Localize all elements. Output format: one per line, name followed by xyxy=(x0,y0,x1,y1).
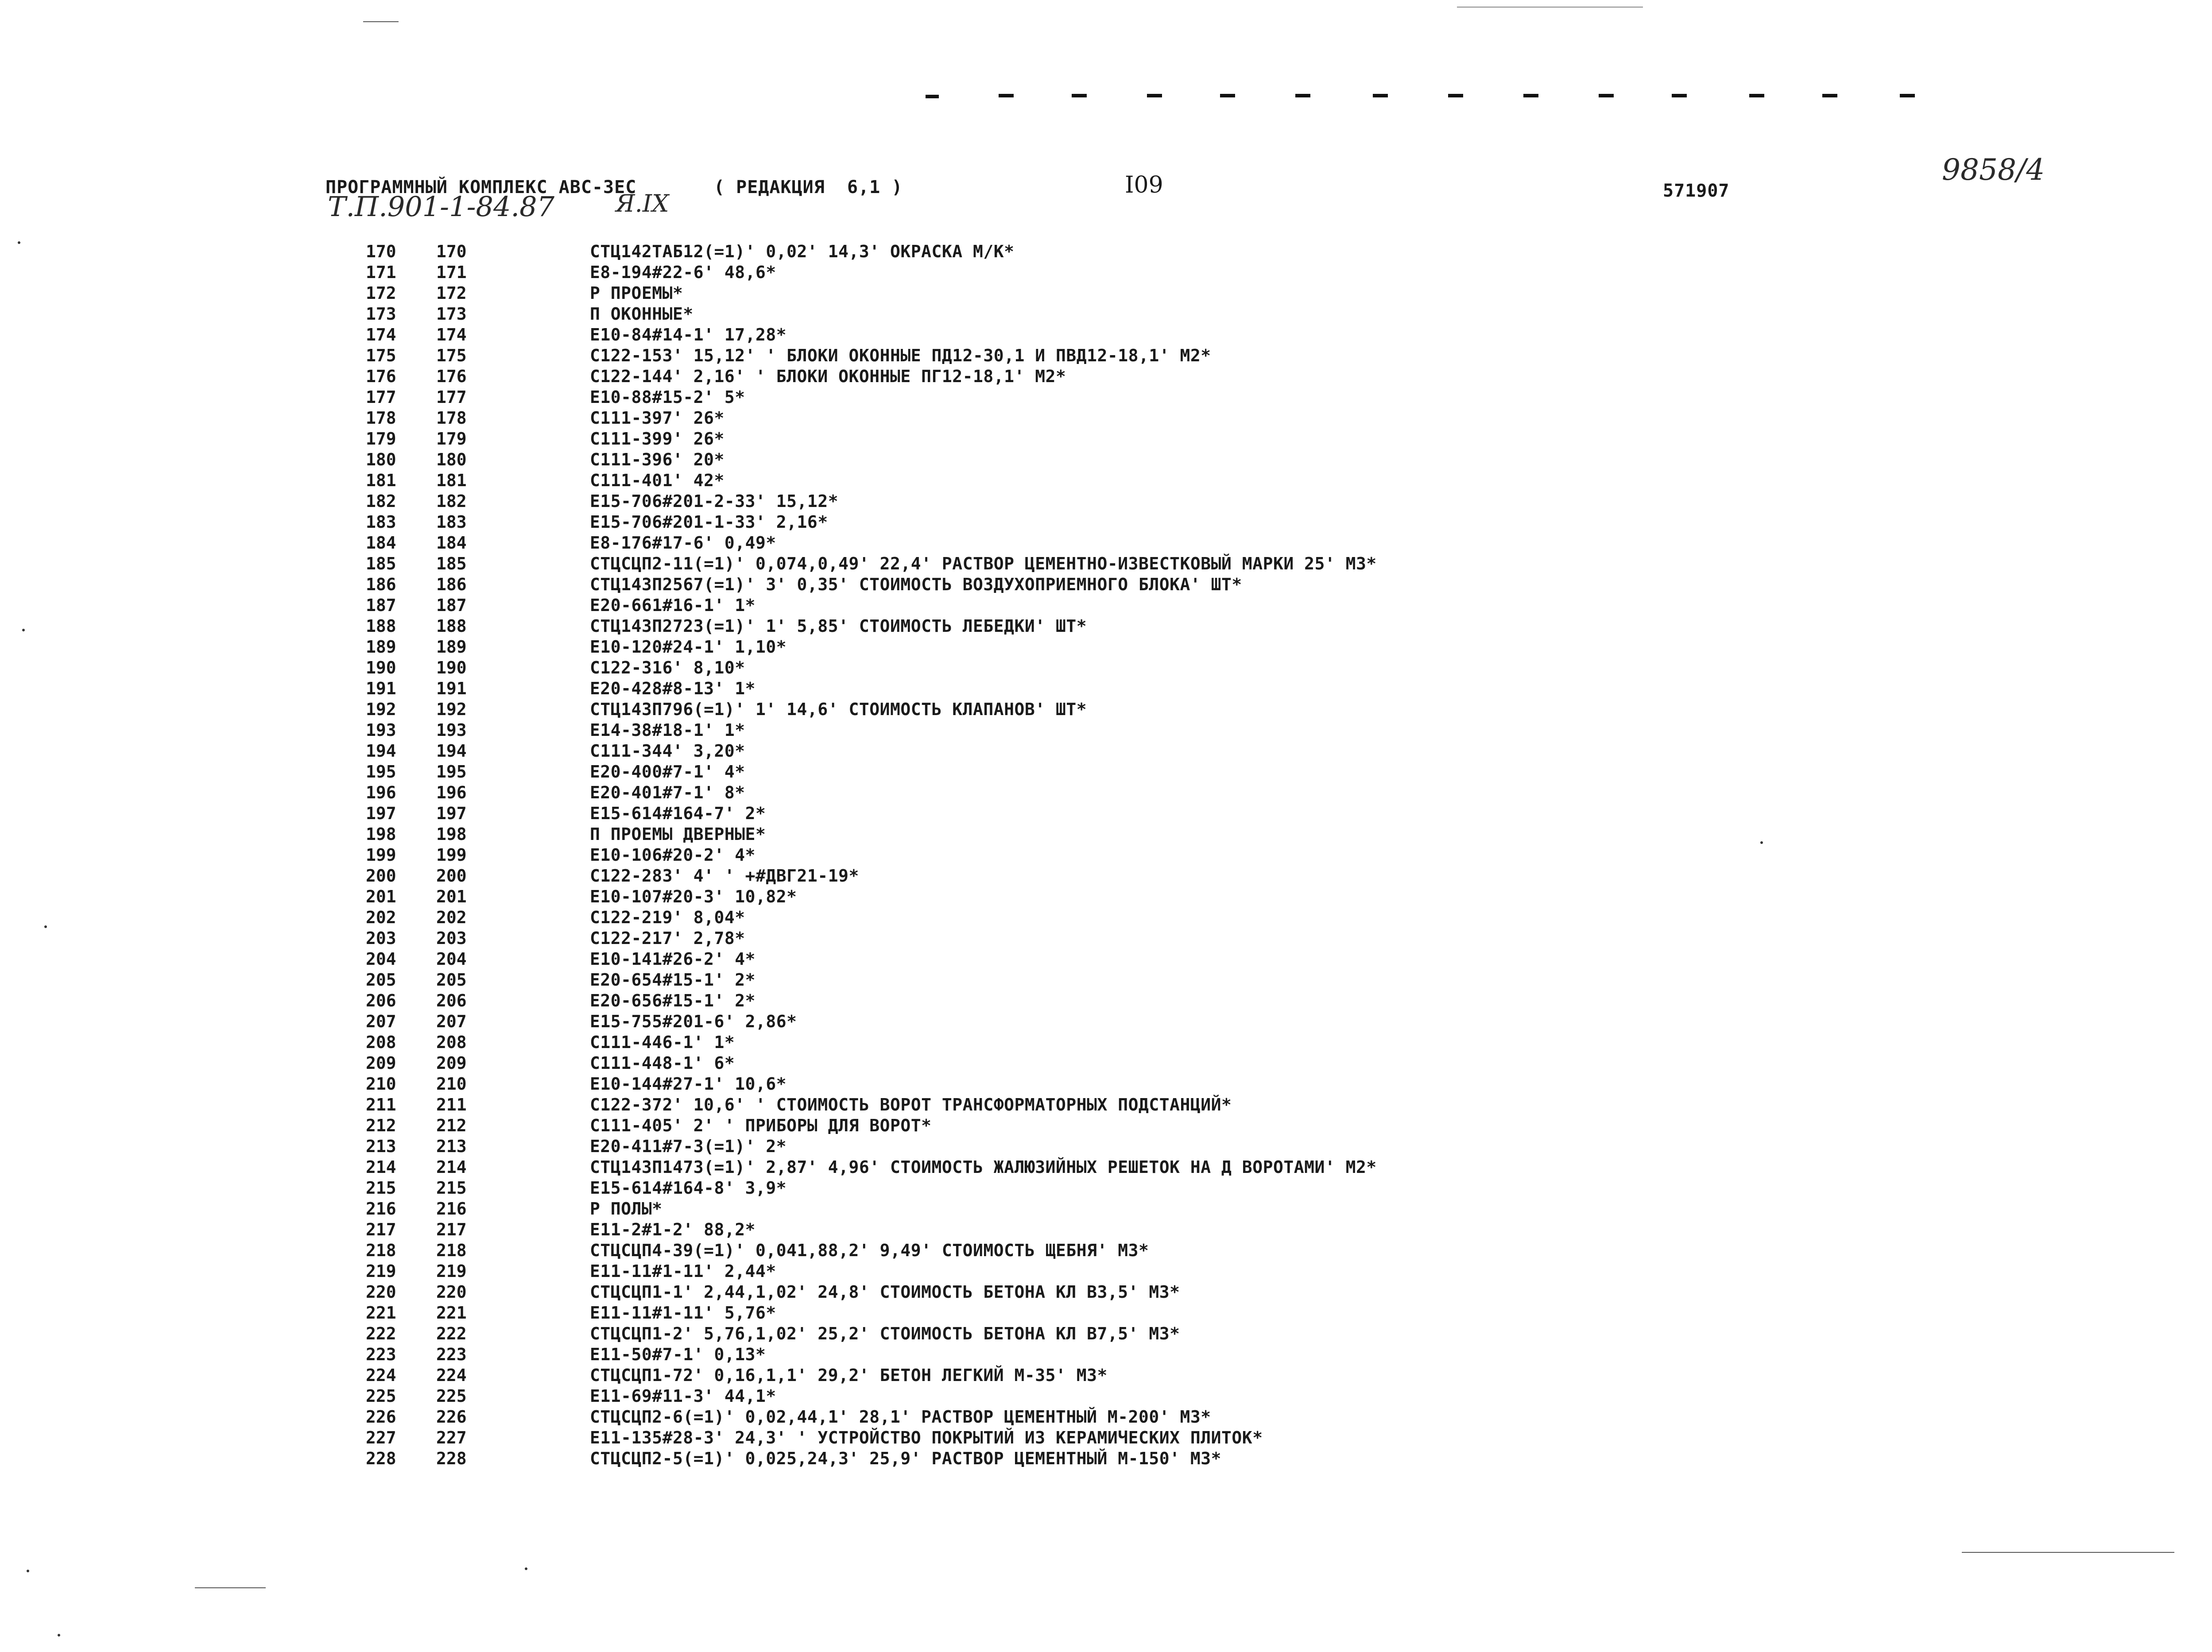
listing-row xyxy=(0,782,2212,803)
row-number: 197 xyxy=(366,804,396,823)
row-index: 226 xyxy=(436,1407,467,1427)
speck xyxy=(525,1567,527,1570)
row-number: 202 xyxy=(366,908,396,927)
row-index: 212 xyxy=(436,1116,467,1135)
row-entry: Е11-11#1-11' 2,44* xyxy=(590,1261,776,1281)
row-index: 193 xyxy=(436,720,467,740)
row-entry: Е15-706#201-1-33' 2,16* xyxy=(590,512,828,532)
row-entry: СТЦ143П1473(=1)' 2,87' 4,96' СТОИМОСТЬ ЖАЛЮЗИЙНЫХ РЕШЕТОК НА Д ВОРОТАМИ' М2* xyxy=(590,1157,1377,1177)
row-entry: Е15-755#201-6' 2,86* xyxy=(590,1012,797,1031)
row-entry: Е11-50#7-1' 0,13* xyxy=(590,1345,766,1364)
row-entry: Е14-38#18-1' 1* xyxy=(590,720,745,740)
listing-row xyxy=(0,387,2212,408)
row-index: 185 xyxy=(436,554,467,573)
row-entry: Е10-141#26-2' 4* xyxy=(590,949,756,969)
listing-row xyxy=(0,699,2212,720)
row-number: 175 xyxy=(366,346,396,365)
listing-row xyxy=(0,595,2212,616)
row-index: 220 xyxy=(436,1282,467,1302)
scan-rule xyxy=(1457,7,1643,8)
row-number: 215 xyxy=(366,1178,396,1198)
row-entry: С122-316' 8,10* xyxy=(590,658,745,677)
row-number: 195 xyxy=(366,762,396,782)
row-entry: Е20-428#8-13' 1* xyxy=(590,679,756,698)
row-entry: Е11-69#11-3' 44,1* xyxy=(590,1386,776,1406)
row-index: 187 xyxy=(436,596,467,615)
row-entry: Е15-614#164-7' 2* xyxy=(590,804,766,823)
row-entry: СТЦСЦП1-2' 5,76,1,02' 25,2' СТОИМОСТЬ БЕТОНА КЛ В7,5' М3* xyxy=(590,1324,1180,1343)
row-number: 171 xyxy=(366,263,396,282)
row-number: 204 xyxy=(366,949,396,969)
row-index: 174 xyxy=(436,325,467,344)
document-code: 571907 xyxy=(1663,181,1730,201)
listing-row xyxy=(0,1365,2212,1386)
row-index: 221 xyxy=(436,1303,467,1323)
speck xyxy=(18,241,20,244)
row-entry: СТЦ143П796(=1)' 1' 14,6' СТОИМОСТЬ КЛАПАНОВ' ШТ* xyxy=(590,700,1087,719)
row-entry: СТЦСЦП1-1' 2,44,1,02' 24,8' СТОИМОСТЬ БЕТОНА КЛ В3,5' М3* xyxy=(590,1282,1180,1302)
row-entry: С111-401' 42* xyxy=(590,471,724,490)
row-number: 218 xyxy=(366,1241,396,1260)
listing-row xyxy=(0,1136,2212,1157)
row-number: 209 xyxy=(366,1053,396,1073)
row-entry: СТЦСЦП2-5(=1)' 0,025,24,3' 25,9' РАСТВОР ЦЕМЕНТНЫЙ М-150' М3* xyxy=(590,1449,1222,1468)
listing-row xyxy=(0,1428,2212,1448)
row-entry: С122-217' 2,78* xyxy=(590,929,745,948)
row-entry: Е20-401#7-1' 8* xyxy=(590,783,745,802)
listing-row xyxy=(0,1303,2212,1323)
listing-row xyxy=(0,803,2212,824)
row-entry: П ПРОЕМЫ ДВЕРНЫЕ* xyxy=(590,824,766,844)
row-index: 179 xyxy=(436,429,467,449)
row-number: 200 xyxy=(366,866,396,886)
perforation-dash xyxy=(1147,94,1162,97)
row-entry: С122-153' 15,12' ' БЛОКИ ОКОННЫЕ ПД12-30,1 И ПВД12-18,1' М2* xyxy=(590,346,1211,365)
row-entry: С111-397' 26* xyxy=(590,408,724,428)
row-entry: С111-405' 2' ' ПРИБОРЫ ДЛЯ ВОРОТ* xyxy=(590,1116,932,1135)
perforation-dash xyxy=(1072,94,1087,97)
listing-row xyxy=(0,866,2212,886)
perforation-dash xyxy=(1373,94,1388,97)
row-index: 177 xyxy=(436,387,467,407)
row-entry: Е20-654#15-1' 2* xyxy=(590,970,756,990)
row-index: 170 xyxy=(436,242,467,261)
listing-row xyxy=(0,325,2212,345)
row-entry: С122-372' 10,6' ' СТОИМОСТЬ ВОРОТ ТРАНСФОРМАТОРНЫХ ПОДСТАНЦИЙ* xyxy=(590,1095,1232,1114)
listing-row xyxy=(0,304,2212,325)
listing-row xyxy=(0,1074,2212,1095)
row-index: 178 xyxy=(436,408,467,428)
listing-row xyxy=(0,262,2212,283)
row-number: 190 xyxy=(366,658,396,677)
handwritten-sheet-number: 9858/4 xyxy=(1942,153,2045,187)
row-index: 200 xyxy=(436,866,467,886)
listing-row xyxy=(0,990,2212,1011)
perforation-dash xyxy=(1672,94,1687,97)
row-index: 203 xyxy=(436,929,467,948)
perforation-dash xyxy=(1295,94,1310,97)
row-number: 177 xyxy=(366,387,396,407)
row-number: 172 xyxy=(366,283,396,303)
perforation-dash xyxy=(1749,94,1764,97)
row-number: 221 xyxy=(366,1303,396,1323)
speck xyxy=(1760,841,1763,844)
listing-row xyxy=(0,949,2212,970)
row-number: 170 xyxy=(366,242,396,261)
perforation-dash xyxy=(1523,94,1538,97)
row-number: 179 xyxy=(366,429,396,449)
row-index: 207 xyxy=(436,1012,467,1031)
row-number: 205 xyxy=(366,970,396,990)
row-entry: Е20-411#7-3(=1)' 2* xyxy=(590,1137,787,1156)
listing-row xyxy=(0,470,2212,491)
row-index: 201 xyxy=(436,887,467,906)
row-index: 209 xyxy=(436,1053,467,1073)
row-number: 228 xyxy=(366,1449,396,1468)
scan-rule xyxy=(363,21,399,22)
row-index: 199 xyxy=(436,845,467,865)
row-index: 194 xyxy=(436,741,467,761)
row-entry: С122-144' 2,16' ' БЛОКИ ОКОННЫЕ ПГ12-18,1' М2* xyxy=(590,367,1066,386)
row-number: 223 xyxy=(366,1345,396,1364)
speck xyxy=(44,925,47,928)
row-number: 206 xyxy=(366,991,396,1010)
listing-row xyxy=(0,1261,2212,1282)
row-entry: Е10-88#15-2' 5* xyxy=(590,387,745,407)
row-index: 197 xyxy=(436,804,467,823)
row-index: 205 xyxy=(436,970,467,990)
row-number: 178 xyxy=(366,408,396,428)
row-number: 207 xyxy=(366,1012,396,1031)
listing-row xyxy=(0,366,2212,387)
row-number: 184 xyxy=(366,533,396,553)
listing-row xyxy=(0,345,2212,366)
row-index: 223 xyxy=(436,1345,467,1364)
row-index: 202 xyxy=(436,908,467,927)
row-number: 222 xyxy=(366,1324,396,1343)
row-number: 196 xyxy=(366,783,396,802)
row-entry: Е20-656#15-1' 2* xyxy=(590,991,756,1010)
row-number: 220 xyxy=(366,1282,396,1302)
listing-row xyxy=(0,616,2212,637)
listing-row xyxy=(0,1323,2212,1344)
row-index: 206 xyxy=(436,991,467,1010)
perforation-dash xyxy=(1599,94,1614,97)
row-entry: Е8-194#22-6' 48,6* xyxy=(590,263,776,282)
row-index: 190 xyxy=(436,658,467,677)
row-index: 228 xyxy=(436,1449,467,1468)
row-entry: Е8-176#17-6' 0,49* xyxy=(590,533,776,553)
edition-label: ( РЕДАКЦИЯ 6,1 ) xyxy=(714,177,903,197)
row-number: 219 xyxy=(366,1261,396,1281)
row-number: 213 xyxy=(366,1137,396,1156)
listing-row xyxy=(0,408,2212,429)
row-number: 189 xyxy=(366,637,396,657)
row-index: 172 xyxy=(436,283,467,303)
listing-row xyxy=(0,928,2212,949)
row-entry: СТЦСЦП2-6(=1)' 0,02,44,1' 28,1' РАСТВОР ЦЕМЕНТНЫЙ М-200' М3* xyxy=(590,1407,1211,1427)
handwritten-project-number: Т.П.901-1-84.87 xyxy=(328,190,555,223)
listing-row xyxy=(0,491,2212,512)
row-entry: Е10-107#20-3' 10,82* xyxy=(590,887,797,906)
listing-row xyxy=(0,449,2212,470)
listing-row xyxy=(0,1115,2212,1136)
row-index: 196 xyxy=(436,783,467,802)
row-entry: С122-219' 8,04* xyxy=(590,908,745,927)
page-number: I09 xyxy=(1125,172,1163,198)
row-entry: Е10-84#14-1' 17,28* xyxy=(590,325,787,344)
row-number: 208 xyxy=(366,1033,396,1052)
listing-row xyxy=(0,658,2212,678)
row-number: 183 xyxy=(366,512,396,532)
row-index: 175 xyxy=(436,346,467,365)
perforation-dash xyxy=(1220,94,1235,97)
listing-row xyxy=(0,283,2212,304)
row-entry: С111-399' 26* xyxy=(590,429,724,449)
row-entry: СТЦСЦП1-72' 0,16,1,1' 29,2' БЕТОН ЛЕГКИЙ М-35' М3* xyxy=(590,1366,1108,1385)
listing-row xyxy=(0,1386,2212,1407)
row-index: 176 xyxy=(436,367,467,386)
row-number: 181 xyxy=(366,471,396,490)
listing-row xyxy=(0,678,2212,699)
listing-row xyxy=(0,533,2212,553)
row-number: 191 xyxy=(366,679,396,698)
row-number: 226 xyxy=(366,1407,396,1427)
perforation-dash xyxy=(1822,94,1837,97)
listing-row xyxy=(0,720,2212,741)
row-index: 204 xyxy=(436,949,467,969)
speck xyxy=(58,1634,60,1637)
row-number: 180 xyxy=(366,450,396,469)
listing-row xyxy=(0,1095,2212,1115)
row-number: 182 xyxy=(366,491,396,511)
listing-row xyxy=(0,970,2212,990)
row-number: 212 xyxy=(366,1116,396,1135)
listing-row xyxy=(0,1344,2212,1365)
listing-row xyxy=(0,553,2212,574)
row-index: 214 xyxy=(436,1157,467,1177)
row-entry: Р ПОЛЫ* xyxy=(590,1199,662,1219)
row-entry: Е15-706#201-2-33' 15,12* xyxy=(590,491,839,511)
row-number: 187 xyxy=(366,596,396,615)
row-number: 201 xyxy=(366,887,396,906)
listing-row xyxy=(0,1407,2212,1428)
row-entry: П ОКОННЫЕ* xyxy=(590,304,693,324)
listing-row xyxy=(0,762,2212,782)
listing-row xyxy=(0,1178,2212,1199)
row-number: 216 xyxy=(366,1199,396,1219)
row-number: 217 xyxy=(366,1220,396,1239)
listing-row xyxy=(0,741,2212,762)
perforation-dash xyxy=(926,95,939,98)
perforation-dash xyxy=(999,94,1014,97)
row-number: 198 xyxy=(366,824,396,844)
row-number: 176 xyxy=(366,367,396,386)
row-number: 173 xyxy=(366,304,396,324)
row-entry: СТЦ142ТАБ12(=1)' 0,02' 14,3' ОКРАСКА М/К* xyxy=(590,242,1015,261)
listing-row xyxy=(0,1240,2212,1261)
listing-row xyxy=(0,845,2212,866)
listing-row xyxy=(0,907,2212,928)
row-index: 198 xyxy=(436,824,467,844)
row-entry: Р ПРОЕМЫ* xyxy=(590,283,683,303)
perforation-dash xyxy=(1900,94,1915,97)
listing-row xyxy=(0,1199,2212,1219)
speck xyxy=(22,629,25,631)
row-number: 193 xyxy=(366,720,396,740)
row-index: 219 xyxy=(436,1261,467,1281)
row-index: 225 xyxy=(436,1386,467,1406)
listing-row xyxy=(0,1011,2212,1032)
row-index: 227 xyxy=(436,1428,467,1447)
row-index: 181 xyxy=(436,471,467,490)
row-index: 171 xyxy=(436,263,467,282)
row-index: 215 xyxy=(436,1178,467,1198)
row-index: 211 xyxy=(436,1095,467,1114)
row-index: 186 xyxy=(436,575,467,594)
row-number: 174 xyxy=(366,325,396,344)
row-entry: С111-396' 20* xyxy=(590,450,724,469)
program-title: ПРОГРАММНЫЙ КОМПЛЕКС АВС-3ЕС xyxy=(325,177,637,197)
listing-row xyxy=(0,1282,2212,1303)
row-number: 224 xyxy=(366,1366,396,1385)
row-number: 203 xyxy=(366,929,396,948)
row-index: 210 xyxy=(436,1074,467,1094)
listing-row xyxy=(0,1157,2212,1178)
listing-row xyxy=(0,637,2212,658)
row-index: 213 xyxy=(436,1137,467,1156)
row-number: 211 xyxy=(366,1095,396,1114)
listing-row xyxy=(0,1219,2212,1240)
scan-rule xyxy=(195,1587,266,1588)
row-entry: Е20-661#16-1' 1* xyxy=(590,596,756,615)
row-index: 184 xyxy=(436,533,467,553)
listing-row xyxy=(0,824,2212,845)
listing-row xyxy=(0,1053,2212,1074)
speck xyxy=(27,1570,29,1572)
row-index: 195 xyxy=(436,762,467,782)
row-entry: С111-446-1' 1* xyxy=(590,1033,735,1052)
row-entry: Е11-135#28-3' 24,3' ' УСТРОЙСТВО ПОКРЫТИЙ ИЗ КЕРАМИЧЕСКИХ ПЛИТОК* xyxy=(590,1428,1263,1447)
row-index: 208 xyxy=(436,1033,467,1052)
row-index: 224 xyxy=(436,1366,467,1385)
row-index: 218 xyxy=(436,1241,467,1260)
row-entry: Е20-400#7-1' 4* xyxy=(590,762,745,782)
row-entry: СТЦСЦП2-11(=1)' 0,074,0,49' 22,4' РАСТВОР ЦЕМЕНТНО-ИЗВЕСТКОВЫЙ МАРКИ 25' М3* xyxy=(590,554,1377,573)
row-index: 183 xyxy=(436,512,467,532)
row-index: 192 xyxy=(436,700,467,719)
listing-row xyxy=(0,1032,2212,1053)
row-index: 180 xyxy=(436,450,467,469)
row-number: 185 xyxy=(366,554,396,573)
row-index: 222 xyxy=(436,1324,467,1343)
row-number: 227 xyxy=(366,1428,396,1447)
row-entry: Е10-106#20-2' 4* xyxy=(590,845,756,865)
row-number: 186 xyxy=(366,575,396,594)
row-entry: Е11-2#1-2' 88,2* xyxy=(590,1220,756,1239)
row-entry: СТЦСЦП4-39(=1)' 0,041,88,2' 9,49' СТОИМОСТЬ ЩЕБНЯ' М3* xyxy=(590,1241,1149,1260)
row-entry: С111-448-1' 6* xyxy=(590,1053,735,1073)
row-entry: Е10-144#27-1' 10,6* xyxy=(590,1074,787,1094)
row-index: 191 xyxy=(436,679,467,698)
row-entry: СТЦ143П2723(=1)' 1' 5,85' СТОИМОСТЬ ЛЕБЕДКИ' ШТ* xyxy=(590,616,1087,636)
row-number: 210 xyxy=(366,1074,396,1094)
row-index: 173 xyxy=(436,304,467,324)
row-index: 216 xyxy=(436,1199,467,1219)
row-entry: С111-344' 3,20* xyxy=(590,741,745,761)
row-number: 199 xyxy=(366,845,396,865)
row-entry: Е15-614#164-8' 3,9* xyxy=(590,1178,787,1198)
scan-rule xyxy=(1962,1552,2174,1553)
row-entry: Е11-11#1-11' 5,76* xyxy=(590,1303,776,1323)
listing-row xyxy=(0,241,2212,262)
listing-row xyxy=(0,429,2212,449)
listing-row xyxy=(0,886,2212,907)
row-index: 189 xyxy=(436,637,467,657)
row-number: 188 xyxy=(366,616,396,636)
row-number: 225 xyxy=(366,1386,396,1406)
row-entry: СТЦ143П2567(=1)' 3' 0,35' СТОИМОСТЬ ВОЗДУХОПРИЕМНОГО БЛОКА' ШТ* xyxy=(590,575,1242,594)
row-index: 188 xyxy=(436,616,467,636)
row-index: 182 xyxy=(436,491,467,511)
listing-row xyxy=(0,574,2212,595)
row-entry: Е10-120#24-1' 1,10* xyxy=(590,637,787,657)
handwritten-album-number: Я.IX xyxy=(616,190,669,217)
row-number: 194 xyxy=(366,741,396,761)
row-index: 217 xyxy=(436,1220,467,1239)
listing-row xyxy=(0,1448,2212,1469)
row-entry: С122-283' 4' ' +#ДВГ21-19* xyxy=(590,866,859,886)
row-number: 214 xyxy=(366,1157,396,1177)
listing-row xyxy=(0,512,2212,533)
row-number: 192 xyxy=(366,700,396,719)
perforation-dash xyxy=(1448,94,1463,97)
